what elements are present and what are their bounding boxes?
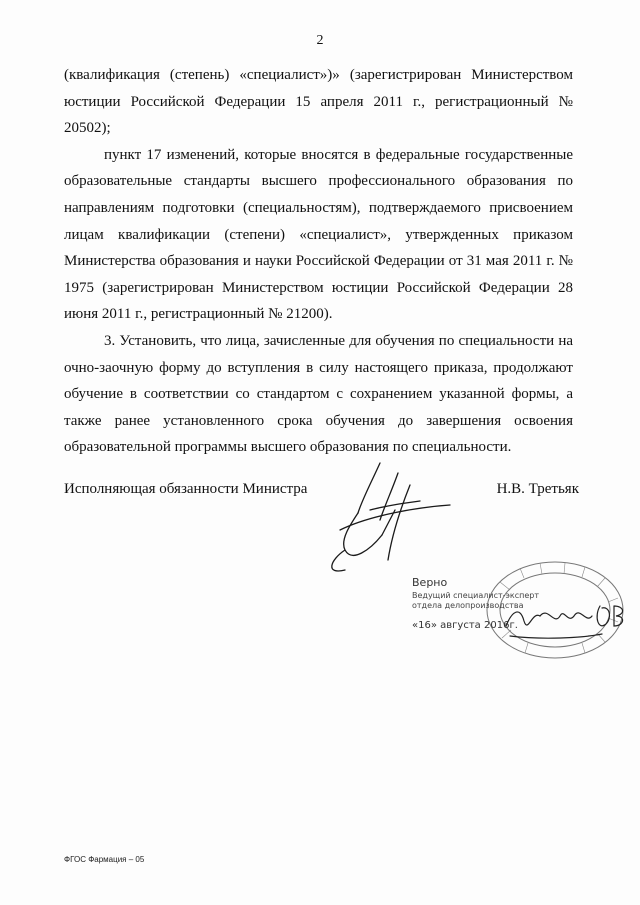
- footer-code: ФГОС Фармация – 05: [64, 855, 145, 864]
- certification-date: «16» августа 2016г.: [412, 620, 518, 631]
- paragraph-item-3: 3. Установить, что лица, зачисленные для обучения по специальности на очно-заочную форму до вступления в силу настоящего приказа, продолжают обучение в соответствии со стандартом с сохранением указанной формы, а также ранее установленного срока обучения до завершения освоения образовательной программы высшего образования по специальности.: [64, 332, 573, 456]
- handwritten-certifier-name: [502, 576, 632, 646]
- certification-block: [380, 560, 640, 670]
- certifier-position-line1: Ведущий специалист-эксперт: [412, 591, 540, 600]
- certification-date-year: 16: [496, 620, 510, 631]
- paragraph-item-17: пункт 17 изменений, которые вносятся в федеральные государственные образовательные стандарты высшего профессионального образования по направлениям подготовки (специальностям), подтверждаемого присвоением лицам квалификации (степени) «специалист», утвержденных приказом Министерства образования и науки Российской Федерации от 31 мая 2011 г. № 1975 (зарегистрирован Министерством юстиции Российской Федерации 28 июня 2011 г., регистрационный № 21200).: [64, 146, 573, 323]
- signatory-title: Исполняющая обязанности Министра: [64, 481, 308, 497]
- certification-date-day: 16: [418, 620, 431, 631]
- paragraph-registration-20502: (квалификация (степень) «специалист»)» (зарегистрирован Министерством юстиции Российской Федерации 15 апреля 2011 г., регистрационный № 20502);: [64, 67, 573, 137]
- certification-verno: Верно: [412, 576, 448, 589]
- certifier-position-line2: отдела делопроизводства: [412, 601, 524, 610]
- document-body: [64, 62, 573, 461]
- certification-date-month: августа: [440, 620, 481, 631]
- signatory-name: Н.В. Третьяк: [496, 481, 579, 497]
- page-number: 2: [316, 33, 324, 48]
